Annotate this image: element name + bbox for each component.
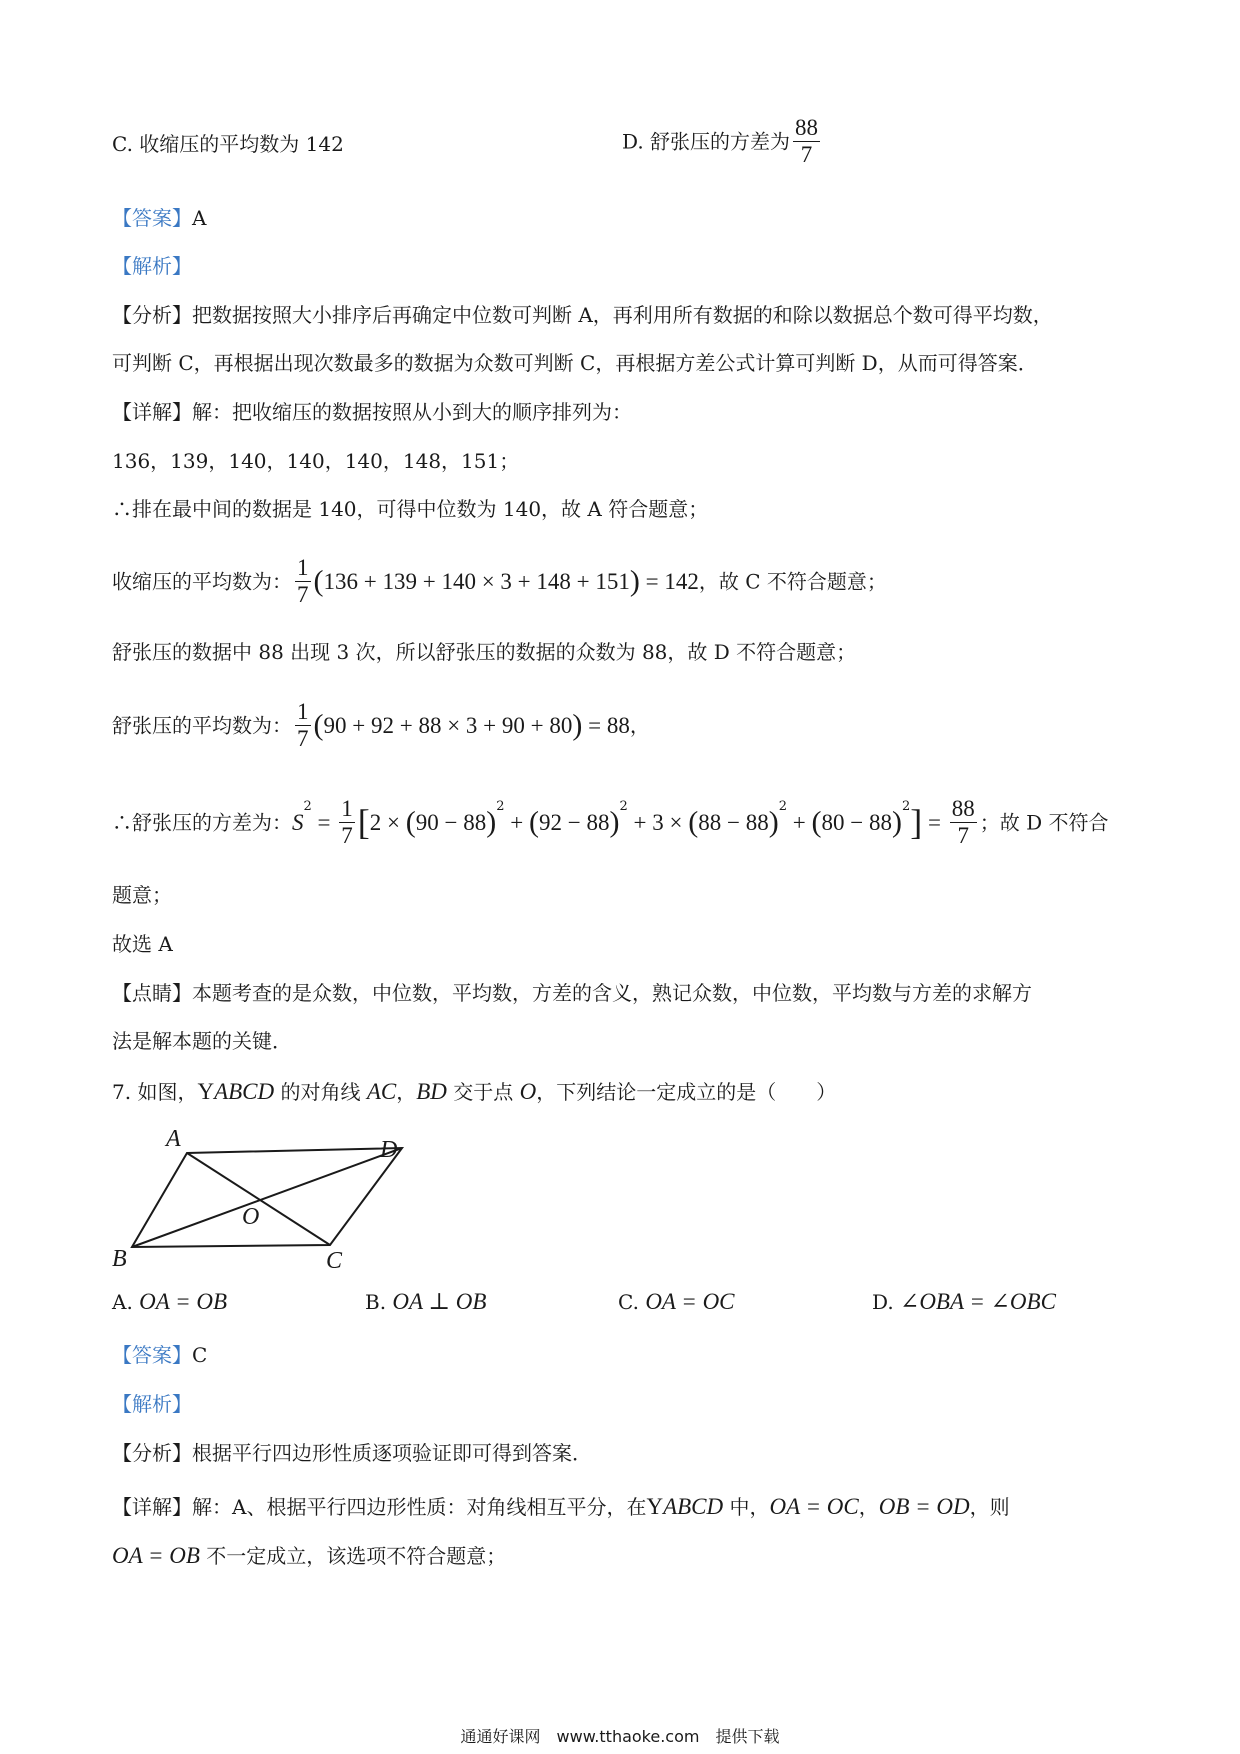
variance-fraction: $\frac{1}{7}$ xyxy=(341,796,353,849)
mean1-fraction: $\frac{1}{7}$ xyxy=(297,555,309,608)
vertex-label-d: D xyxy=(380,1137,398,1163)
q6-variance-line: ∴舒张压的方差为：$S^2$ = $\frac{1}{7}$ $[2 \times (90 - 88)^2 + (92 - 88)^2 + 3 \times (88 - 88)^2 + (80 - 88)^2]$ = $\frac{88}{7}$ ；故 D 不符合 xyxy=(112,796,1109,849)
q6-fenxi-line2: 可判断 C，再根据出现次数最多的数据为众数可判断 C，再根据方差公式计算可判断 D，从而可得答案． xyxy=(112,351,1038,375)
q7-option-b: B. OA ⊥ OB xyxy=(365,1289,487,1314)
diagonal-bd xyxy=(132,1148,402,1247)
q6-analysis-tag: 【解析】 xyxy=(112,254,192,278)
q6-answer xyxy=(112,206,206,230)
q6-option-d-text: D. 舒张压的方差为 xyxy=(622,129,791,154)
q6-xiangjie-line1: 【详解】解：把收缩压的数据按照从小到大的顺序排列为： xyxy=(112,400,632,424)
mean2-expression: 90 + 92 + 88 × 3 + 90 + 80 xyxy=(323,712,573,738)
vertex-label-a: A xyxy=(166,1126,181,1152)
parallelogram-figure xyxy=(100,1120,420,1270)
q7-option-a: A. OA = OB xyxy=(112,1289,228,1314)
q6-option-c: C. 收缩压的平均数为 142 xyxy=(112,132,344,156)
q7-stem: 7. 如图，YABCD 的对角线 AC，BD 交于点 O，下列结论一定成立的是（ ） xyxy=(112,1079,837,1104)
q6-variance-tail: 题意； xyxy=(112,883,172,907)
q7-option-d: D. ∠OBA = ∠OBC xyxy=(872,1289,1056,1314)
mean2-fraction: $\frac{1}{7}$ xyxy=(297,699,309,752)
q6-data-line: 136，139，140，140，140，148，151； xyxy=(112,449,520,473)
center-label-o: O xyxy=(242,1204,260,1230)
diagonal-ac xyxy=(187,1153,330,1245)
q6-mode-line: 舒张压的数据中 88 出现 3 次，所以舒张压的数据的众数为 88，故 D 不符合题意； xyxy=(112,640,857,664)
q6-option-d-fraction: $\frac{88}{7}$ xyxy=(795,115,819,168)
q6-fenxi-line1: 【分析】把数据按照大小排序后再确定中位数可判断 A，再利用所有数据的和除以数据总个数可得平均数， xyxy=(112,303,1053,327)
mean1-expression: 136 + 139 + 140 × 3 + 148 + 151 xyxy=(323,568,630,594)
q7-xiangjie-line2: OA = OB 不一定成立，该选项不符合题意； xyxy=(112,1543,507,1568)
q6-option-d xyxy=(622,116,823,167)
q6-dianjing-line1: 【点睛】本题考查的是众数，中位数，平均数，方差的含义，熟记众数，中位数，平均数与方差的求解方 xyxy=(112,981,1032,1005)
q7-answer: 【答案】C xyxy=(112,1343,208,1367)
vertex-label-b: B xyxy=(112,1246,127,1270)
q6-mean2-line: 舒张压的平均数为： $\frac{1}{7}$ (90 + 92 + 88 × 3 + 90 + 80) = 88， xyxy=(112,699,650,752)
q7-option-c: C. OA = OC xyxy=(618,1289,735,1314)
variance-result-fraction: $\frac{88}{7}$ xyxy=(951,796,975,849)
q6-median-line: ∴排在最中间的数据是 140，可得中位数为 140，故 A 符合题意； xyxy=(112,497,709,521)
q7-xiangjie-line1: 【详解】解：A、根据平行四边形性质：对角线相互平分，在YABCD 中，OA = OC，OB = OD，则 xyxy=(112,1494,1010,1519)
q6-mean1-line: 收缩压的平均数为： $\frac{1}{7}$ (136 + 139 + 140 × 3 + 148 + 151) = 142，故 C 不符合题意； xyxy=(112,555,887,608)
q7-fenxi: 【分析】根据平行四边形性质逐项验证即可得到答案． xyxy=(112,1441,592,1465)
q7-analysis-tag: 【解析】 xyxy=(112,1392,192,1416)
answer-value: A xyxy=(192,206,207,230)
q6-conclusion: 故选 A xyxy=(112,932,173,956)
page-footer: 通通好课网 www.tthaoke.com 提供下载 xyxy=(460,1727,780,1746)
answer-tag: 【答案】 xyxy=(112,206,192,230)
vertex-label-c: C xyxy=(326,1248,343,1270)
q6-dianjing-line2: 法是解本题的关键． xyxy=(112,1029,292,1053)
